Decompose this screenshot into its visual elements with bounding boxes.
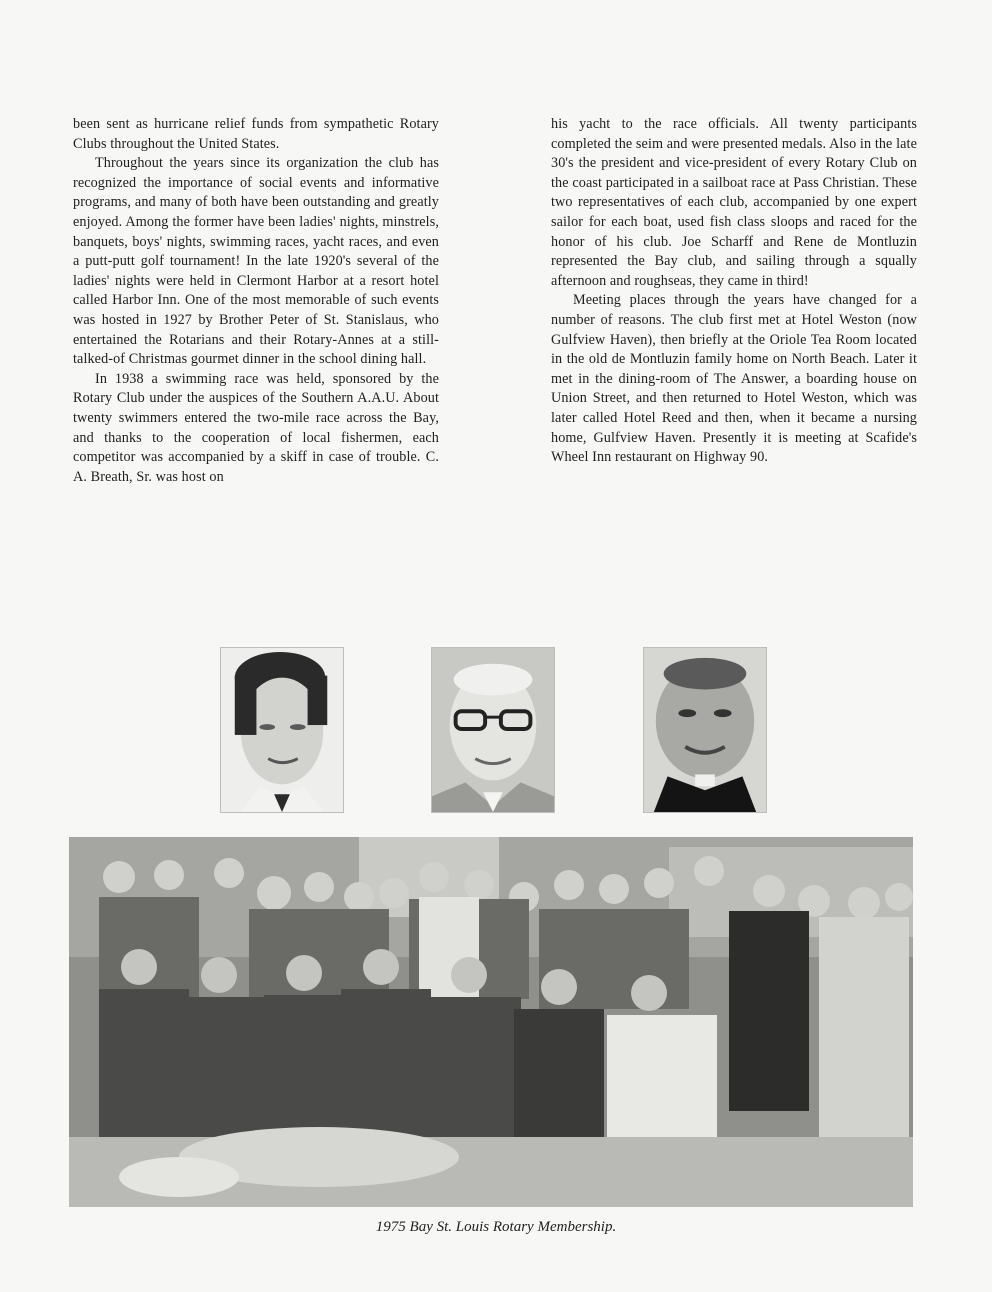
portrait-photo-3: [643, 647, 767, 813]
group-photo: [69, 837, 913, 1207]
right-text-column: [551, 115, 917, 468]
left-text-column: [73, 115, 439, 487]
portrait-photo-2: [431, 647, 555, 813]
left-paragraph-1: been sent as hurricane relief funds from sympathetic Rotary Clubs throughout the United States.: [73, 116, 439, 152]
portrait-photo-1: [220, 647, 344, 813]
left-paragraph-2: Throughout the years since its organization the club has recognized the importance of social events and informative programs, and many of both have been outstanding and greatly enjoyed. Among the former have been ladies' nights, minstrels, banquets, boys' nights, swimming races, yacht races, and even a putt-putt golf tournament! In the late 1920's several of the ladies' nights were held in Clermont Harbor at a resort hotel called Harbor Inn. One of the most memorable of such events was hosted in 1927 by Brother Peter of St. Stanislaus, who entertained the Rotarians and their Rotary-Annes at a still-talked-of Christmas gourmet dinner in the school dining hall.: [73, 155, 439, 368]
photo-caption: 1975 Bay St. Louis Rotary Membership.: [375, 1219, 617, 1235]
left-paragraph-3: In 1938 a swimming race was held, sponsored by the Rotary Club under the auspices of the Southern A.A.U. About twenty swimmers entered the two-mile race across the Bay, and thanks to the cooperation of local fishermen, each competitor was accompanied by a skiff in case of trouble. C. A. Breath, Sr. was host on: [73, 370, 439, 485]
right-paragraph-1: his yacht to the race officials. All twenty participants completed the seim and were presented medals. Also in the late 30's the president and vice-president of every Rotary Club on the coast participated in a sailboat race at Pass Christian. These two representatives of each club, accompanied by one expert sailor for each boat, used fish class sloops and raced for the honor of his club. Joe Scharff and Rene de Montluzin represented the Bay club, and sailing through a squally afternoon and roughseas, they came in third!: [551, 116, 917, 289]
right-paragraph-2: Meeting places through the years have changed for a number of reasons. The club first met at Hotel Weston (now Gulfview Haven), then briefly at the Oriole Tea Room located in the old de Montluzin family home on North Beach. Later it met in the dining-room of The Answer, a boarding house on Union Street, and then returned to Hotel Weston, which was later called Hotel Reed and then, when it became a nursing home, Gulfview Haven. Presently it is meeting at Scafide's Wheel Inn restaurant on Highway 90.: [551, 292, 917, 466]
